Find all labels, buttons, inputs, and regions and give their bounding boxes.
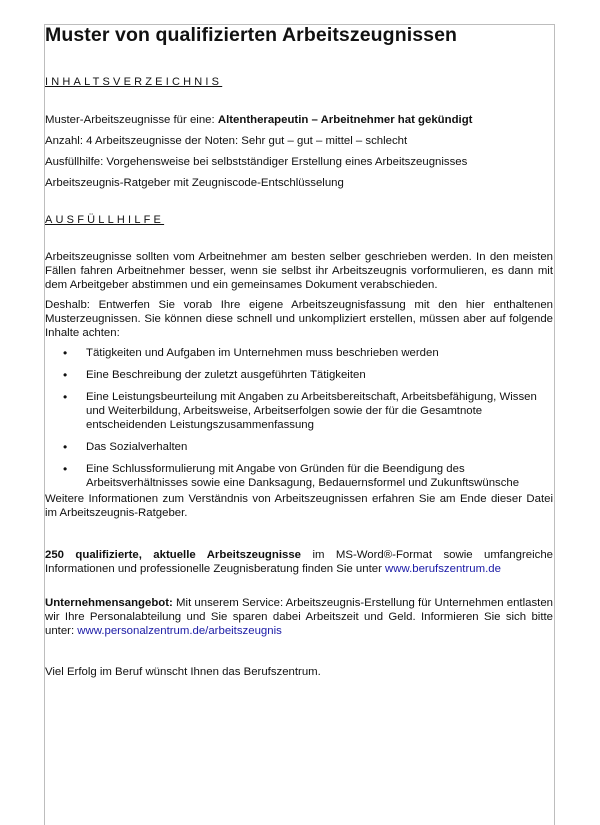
- help-paragraph-1: Arbeitszeugnisse sollten vom Arbeitnehmer am besten selber geschrieben werden. In den meisten Fällen fahren Arbeitnehmer besser, wenn sie selbst ihr Arbeitszeugnis vorformulieren, es dann mit dem Arbeitgeber abstimmen und ein gemeinsames Dokument verabschieden.: [45, 251, 553, 291]
- toc-line-3: Ausfüllhilfe: Vorgehensweise bei selbstständiger Erstellung eines Arbeitszeugnisses: [45, 156, 468, 168]
- berufszentrum-link[interactable]: www.berufszentrum.de: [385, 563, 501, 575]
- list-item: • Eine Schlussformulierung mit Angabe von Gründen für die Beendigung des Arbeitsverhältnisses sowie eine Danksagung, Bedauernsformel und Zukunftswünsche: [45, 462, 553, 490]
- help-paragraph-3: Weitere Informationen zum Verständnis von Arbeitszeugnissen erfahren Sie am Ende dieser Datei im Arbeitszeugnis-Ratgeber.: [45, 493, 553, 519]
- toc-line-1: Muster-Arbeitszeugnisse für eine: Altentherapeutin – Arbeitnehmer hat gekündigt: [45, 114, 473, 126]
- offer-paragraph-1: 250 qualifizierte, aktuelle Arbeitszeugnisse im MS-Word®-Format sowie umfangreiche Informationen und professionelle Zeugnisberatung finden Sie unter www.berufszentrum.de: [45, 549, 553, 575]
- help-bullet-list: [45, 346, 553, 490]
- toc-line-2: Anzahl: 4 Arbeitszeugnisse der Noten: Sehr gut – gut – mittel – schlecht: [45, 135, 408, 147]
- list-item: • Tätigkeiten und Aufgaben im Unternehmen muss beschrieben werden: [45, 346, 553, 360]
- list-item: • Das Sozialverhalten: [45, 440, 553, 454]
- list-item: • Eine Beschreibung der zuletzt ausgeführten Tätigkeiten: [45, 368, 553, 382]
- page-title: Muster von qualifizierten Arbeitszeugnissen: [45, 24, 458, 46]
- offer-paragraph-2: Unternehmensangebot: Mit unserem Service: Arbeitszeugnis-Erstellung für Unternehmen entlasten wir Ihre Personalabteilung und Sie sparen dabei Arbeitszeit und Geld. Informieren Sie sich bitte unter: www.personalzentrum.de/arbeitszeugnis: [45, 597, 553, 637]
- toc-line-4: Arbeitszeugnis-Ratgeber mit Zeugniscode-Entschlüsselung: [45, 177, 344, 189]
- personalzentrum-link[interactable]: www.personalzentrum.de/arbeitszeugnis: [77, 625, 282, 637]
- list-item: • Eine Leistungsbeurteilung mit Angaben zu Arbeitsbereitschaft, Arbeitsbefähigung, Wissen und Weiterbildung, Arbeitsweise, Arbeitserfolgen sowie der für die Gesamtnote entscheidenden Leistungszusammenfassung: [45, 390, 553, 432]
- closing-line: Viel Erfolg im Beruf wünscht Ihnen das Berufszentrum.: [45, 666, 321, 678]
- help-paragraph-2: Deshalb: Entwerfen Sie vorab Ihre eigene Arbeitszeugnisfassung mit den hier enthaltenen Musterzeugnissen. Sie können diese schnell und unkompliziert erstellen, müssen aber auf folgende Inhalte achten:: [45, 299, 553, 339]
- toc-heading: INHALTSVERZEICHNIS: [45, 76, 223, 88]
- document-body: [45, 24, 553, 679]
- help-heading: AUSFÜLLHILFE: [45, 214, 165, 226]
